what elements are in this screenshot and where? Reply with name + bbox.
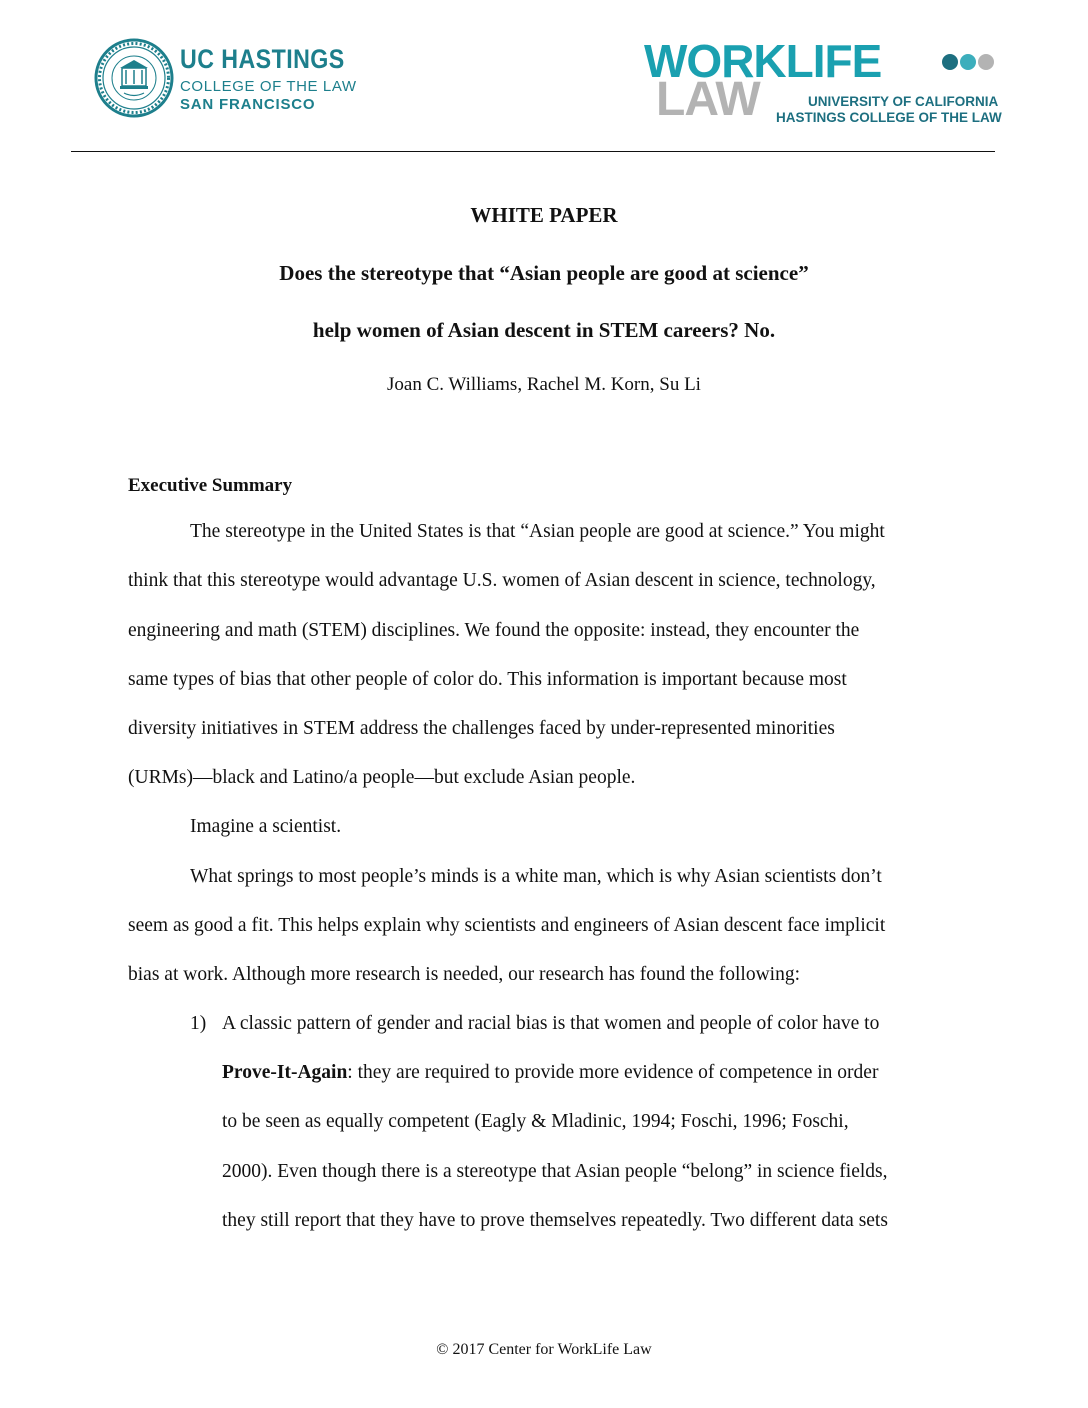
uc-hastings-seal-icon xyxy=(94,38,174,118)
list-item-line: 2000). Even though there is a stereotype that Asian people “belong” in science fields, xyxy=(222,1161,888,1182)
paragraph-1-line: same types of bias that other people of color do. This information is important because most xyxy=(128,669,847,690)
list-item-line: to be seen as equally competent (Eagly & Mladinic, 1994; Foschi, 1996; Foschi, xyxy=(222,1111,849,1132)
list-item-line: A classic pattern of gender and racial bias is that women and people of color have to xyxy=(222,1013,880,1034)
paragraph-1-line: think that this stereotype would advantage U.S. women of Asian descent in science, technology, xyxy=(128,570,876,591)
list-item-number: 1) xyxy=(190,1013,207,1034)
paragraph-1-line: diversity initiatives in STEM address the challenges faced by under-represented minorities xyxy=(128,718,835,739)
paragraph-1-line: The stereotype in the United States is that “Asian people are good at science.” You might xyxy=(190,521,885,542)
law-logo-word: LAW xyxy=(656,73,760,126)
document-type: WHITE PAPER xyxy=(470,203,618,227)
paragraph-3-line: bias at work. Although more research is needed, our research has found the following: xyxy=(128,964,801,985)
list-item-line: they still report that they have to prove themselves repeatedly. Two different data sets xyxy=(222,1210,888,1231)
paragraph-1-line: engineering and math (STEM) disciplines. We found the opposite: instead, they encounter the xyxy=(128,620,860,641)
executive-summary-heading: Executive Summary xyxy=(128,475,293,496)
uc-logo-subtitle-1: COLLEGE OF THE LAW xyxy=(180,78,357,95)
footer-copyright: © 2017 Center for WorkLife Law xyxy=(436,1341,652,1358)
worklife-logo-subtitle-2: HASTINGS COLLEGE OF THE LAW xyxy=(776,110,1002,125)
paragraph-3-line: What springs to most people’s minds is a white man, which is why Asian scientists don’t xyxy=(190,866,882,887)
paragraph-2: Imagine a scientist. xyxy=(190,816,342,837)
header-divider xyxy=(71,151,995,152)
authors: Joan C. Williams, Rachel M. Korn, Su Li xyxy=(387,374,701,395)
worklife-logo-subtitle-1: UNIVERSITY OF CALIFORNIA xyxy=(808,94,999,109)
worklife-logo-word: WORKLIFE xyxy=(644,35,882,87)
worklife-dots-icon xyxy=(940,50,1000,74)
uc-logo-name: UC HASTINGS xyxy=(180,44,345,74)
worklife-law-logo xyxy=(640,35,1010,126)
paragraph-1-line: (URMs)—black and Latino/a people—but exclude Asian people. xyxy=(128,767,636,788)
paragraph-3-line: seem as good a fit. This helps explain why scientists and engineers of Asian descent face implicit xyxy=(128,915,886,936)
title-line-2: help women of Asian descent in STEM careers? No. xyxy=(312,318,776,342)
uc-hastings-logo xyxy=(94,38,357,122)
prove-it-again-term: Prove-It-Again xyxy=(222,1062,348,1083)
uc-logo-subtitle-2: SAN FRANCISCO xyxy=(180,96,316,113)
list-item-line-rest: : they are required to provide more evidence of competence in order xyxy=(347,1062,879,1083)
list-item-line xyxy=(222,1062,878,1084)
title-line-1: Does the stereotype that “Asian people are good at science” xyxy=(279,261,809,285)
